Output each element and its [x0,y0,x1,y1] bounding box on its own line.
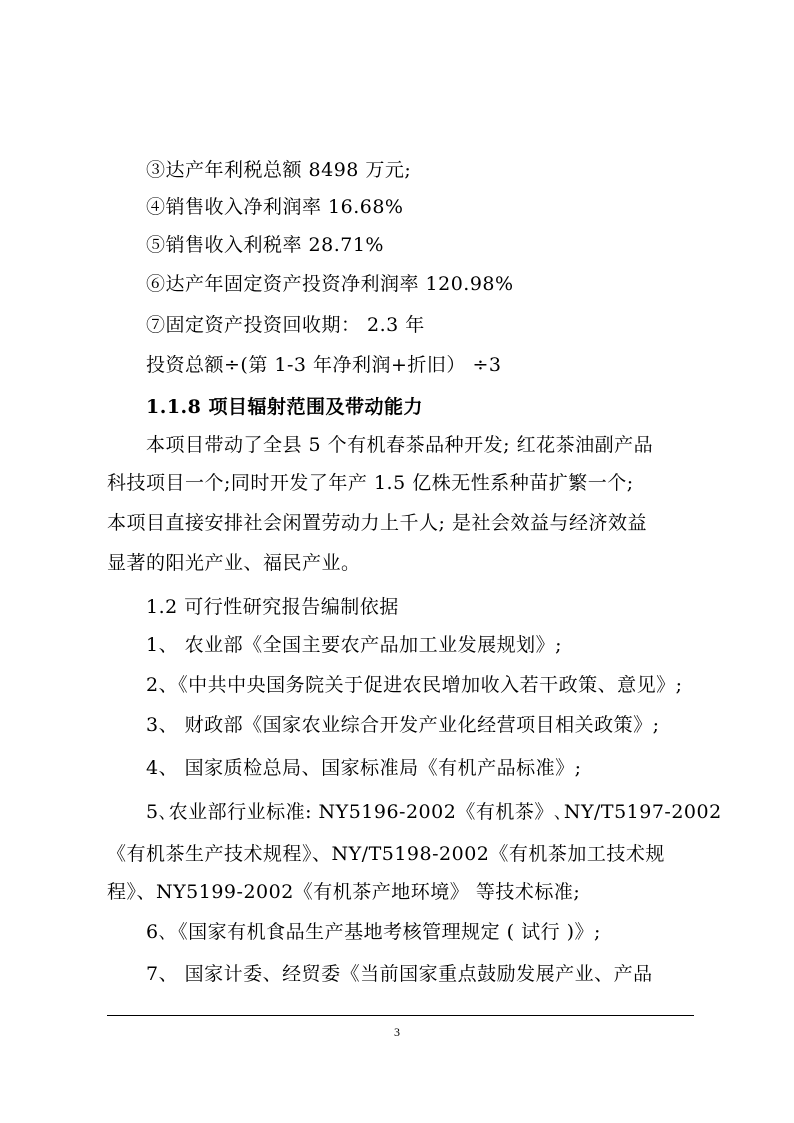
paragraph-line: 科技项目一个;同时开发了年产 1.5 亿株无性系种苗扩繁一个; [107,472,634,494]
list-item-continued: 程》、NY5199-2002《有机茶产地环境》 等技术标准; [107,881,581,903]
paragraph-line: 显著的阳光产业、福民产业。 [107,552,361,574]
list-item: 2、《中共中央国务院关于促进农民增加收入若干政策、意见》; [146,674,683,696]
list-item: 3、 财政部《国家农业综合开发产业化经营项目相关政策》; [146,714,660,736]
text-line: ⑥达产年固定资产投资净利润率 120.98% [146,273,514,295]
section-heading: 1.1.8 项目辐射范围及带动能力 [146,396,424,418]
list-item: 5､农业部行业标准: NY5196-2002《有机茶》､NY/T5197-2002 [146,801,722,823]
text-line: ⑦固定资产投资回收期： 2.3 年 [146,314,425,336]
paragraph-line: 本项目带动了全县 5 个有机春茶品种开发; 红花茶油副产品 [146,434,654,456]
list-item: 1、 农业部《全国主要农产品加工业发展规划》; [146,634,563,656]
list-item: 6､《国家有机食品生产基地考核管理规定 ( 试行 )》; [146,921,601,943]
footer-divider [107,1015,694,1016]
list-item: 4、 国家质检总局、国家标准局《有机产品标准》; [146,757,582,779]
text-line: ④销售收入净利润率 16.68% [146,196,404,218]
text-line: ③达产年利税总额 8498 万元; [146,159,412,181]
list-item-continued: 《有机茶生产技术规程》、NY/T5198-2002《有机茶加工技术规 [107,843,665,865]
list-item: 7、 国家计委、经贸委《当前国家重点鼓励发展产业、产品 [146,963,653,985]
section-heading: 1.2 可行性研究报告编制依据 [146,596,399,618]
text-line: ⑤销售收入利税率 28.71% [146,234,384,256]
text-line: 投资总额÷(第 1-3 年净利润+折旧） ÷3 [146,354,502,376]
paragraph-line: 本项目直接安排社会闲置劳动力上千人; 是社会效益与经济效益 [107,512,647,534]
page-number: 3 [394,1025,400,1039]
